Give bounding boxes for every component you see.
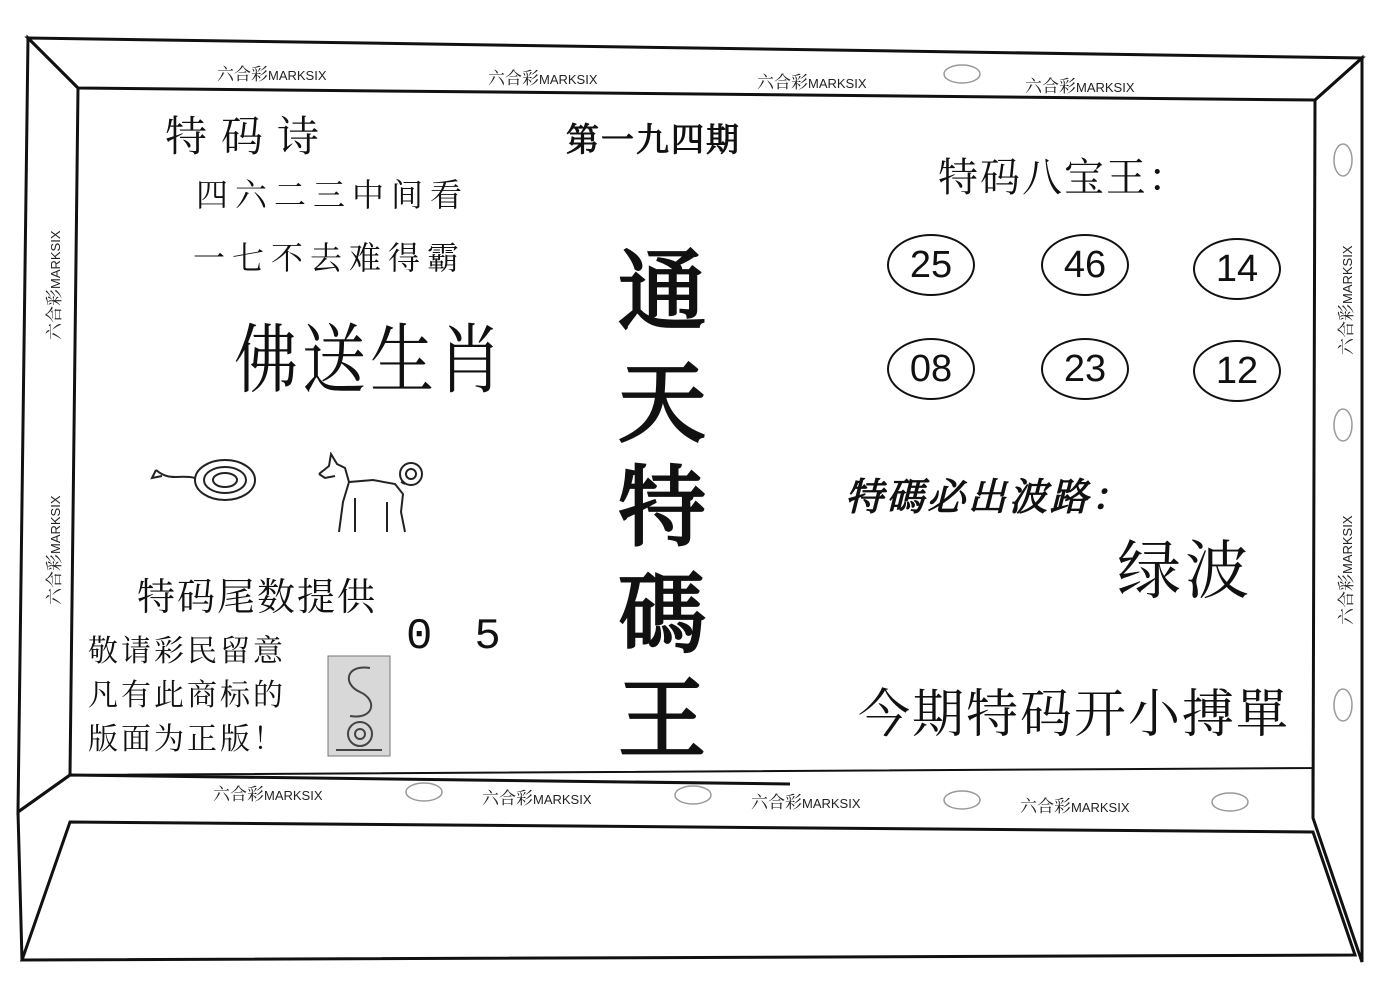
bottom-note: 今期特码开小搏單 — [858, 685, 1291, 745]
frame-left-panel — [18, 38, 78, 812]
snake-coil-icon — [150, 448, 260, 510]
poem-line-2: 一七不去难得霸 — [193, 239, 467, 277]
wave-value: 绿波 — [1117, 535, 1253, 609]
watermark-bottom-4: 六合彩MARKSIX — [1020, 797, 1130, 817]
tail-label: 特码尾数提供 — [137, 575, 378, 619]
center-title-char-3: 特 — [617, 455, 706, 559]
treasure-number: 14 — [1193, 238, 1281, 300]
frame-right-panel — [1313, 58, 1362, 962]
center-title-char-1: 通 — [617, 239, 706, 343]
trademark-seal-image — [326, 654, 392, 758]
frame-bottom-panel — [22, 822, 1355, 960]
notice-line-1: 敬请彩民留意 — [88, 634, 286, 669]
treasure-number: 12 — [1193, 340, 1281, 402]
issue-number: 第一九四期 — [566, 120, 741, 159]
watermark-top-3: 六合彩MARKSIX — [757, 73, 867, 93]
dog-icon — [315, 452, 425, 536]
watermark-left-2: 六合彩MARKSIX — [45, 495, 65, 605]
watermark-bottom-2: 六合彩MARKSIX — [482, 789, 592, 809]
watermark-top-4: 六合彩MARKSIX — [1025, 77, 1135, 97]
center-title-char-2: 天 — [617, 351, 706, 455]
treasure-number: 23 — [1041, 338, 1129, 400]
notice-line-3: 版面为正版！ — [88, 722, 286, 757]
poem-title: 特码诗 — [165, 112, 334, 161]
treasure-number: 08 — [887, 338, 975, 400]
center-title-char-5: 王 — [617, 667, 706, 771]
treasure-number: 46 — [1041, 234, 1129, 296]
treasure-number: 25 — [887, 234, 975, 296]
poem-line-1: 四六二三中间看 — [196, 176, 470, 214]
tail-digits — [406, 612, 543, 662]
watermark-left-1: 六合彩MARKSIX — [45, 230, 65, 340]
watermark-bottom-1: 六合彩MARKSIX — [213, 785, 323, 805]
watermark-right-2: 六合彩MARKSIX — [1337, 515, 1357, 625]
notice — [88, 630, 286, 762]
watermark-top-1: 六合彩MARKSIX — [217, 65, 327, 85]
watermark-bottom-3: 六合彩MARKSIX — [751, 793, 861, 813]
watermark-top-2: 六合彩MARKSIX — [488, 69, 598, 89]
center-title-char-4: 碼 — [617, 562, 706, 666]
watermark-right-1: 六合彩MARKSIX — [1337, 245, 1357, 355]
notice-line-2: 凡有此商标的 — [88, 678, 286, 713]
tail-digit: 0 — [406, 612, 475, 662]
wave-label: 特碼必出波路： — [845, 474, 1133, 519]
eight-treasure-label: 特码八宝王： — [938, 155, 1190, 201]
zodiac-heading: 佛送生肖 — [234, 317, 506, 406]
tail-digit: 5 — [474, 612, 543, 662]
